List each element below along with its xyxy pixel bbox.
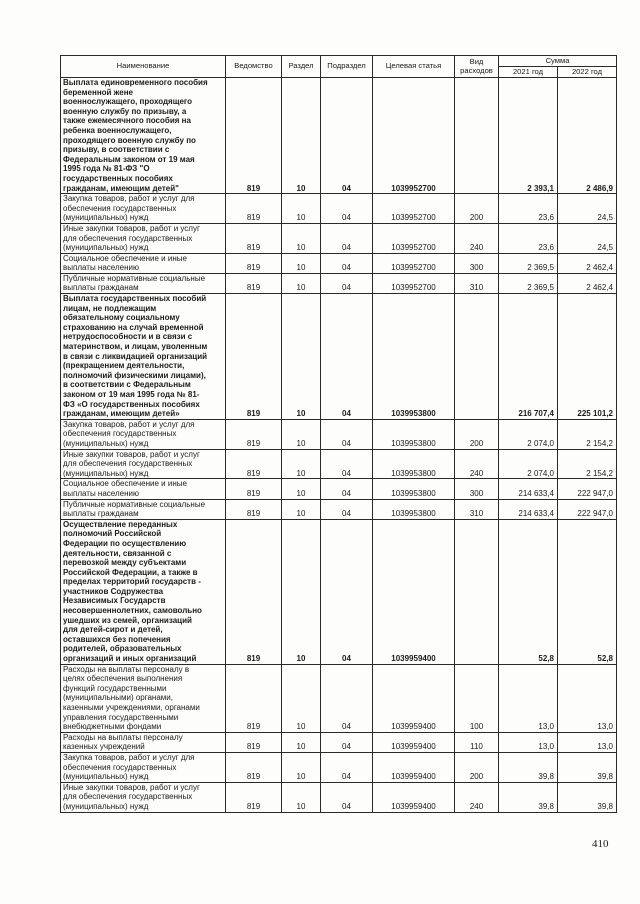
row-expense-type: 240: [455, 223, 499, 253]
row-name-line: (муниципальных) нужд: [63, 438, 149, 448]
row-podrazdel: 04: [321, 449, 373, 479]
row-sum-2021: 13,0: [499, 664, 558, 732]
row-podrazdel: 04: [321, 732, 373, 752]
header-article: Целевая статья: [373, 56, 455, 78]
row-article: 1039952700: [373, 194, 455, 224]
page-number: 410: [592, 838, 609, 850]
row-expense-type: [455, 78, 499, 194]
row-razdel: 10: [282, 194, 321, 224]
row-vedomstvo: 819: [226, 273, 282, 293]
row-sum-2021: 2 369,5: [499, 273, 558, 293]
row-name-line: несовершеннолетних, самовольно: [63, 606, 202, 616]
row-podrazdel: 04: [321, 479, 373, 499]
row-sum-2022: 2 462,4: [558, 273, 617, 293]
row-name-line: (прекращением деятельности,: [63, 361, 185, 371]
row-article: 1039959400: [373, 782, 455, 812]
row-podrazdel: 04: [321, 78, 373, 194]
header-year-2022: 2022 год: [558, 67, 617, 78]
row-name-line: Социальное обеспечение и иные: [63, 479, 187, 489]
table-row: [61, 449, 617, 479]
row-name-line: Независимых Государств: [63, 596, 166, 606]
row-name-line: (муниципальных) нужд: [63, 772, 149, 782]
row-name-line: для обеспечения государственных: [63, 792, 193, 802]
table-body: [61, 78, 617, 813]
row-vedomstvo: 819: [226, 519, 282, 664]
row-name-line: казенных учреждений: [63, 742, 145, 752]
row-sum-2022: 24,5: [558, 194, 617, 224]
row-article: 1039952700: [373, 78, 455, 194]
table-row: [61, 194, 617, 224]
row-article: 1039953800: [373, 499, 455, 519]
table-header: [61, 56, 617, 78]
row-sum-2022: 2 154,2: [558, 449, 617, 479]
row-podrazdel: 04: [321, 253, 373, 273]
row-name-line: функций государственными: [63, 683, 167, 693]
row-razdel: 10: [282, 782, 321, 812]
row-sum-2022: 2 486,9: [558, 78, 617, 194]
table-row: [61, 519, 617, 664]
row-name-line: деятельности, связанной с: [63, 548, 172, 558]
row-name-line: Закупка товаров, работ и услуг для: [63, 419, 195, 429]
row-podrazdel: 04: [321, 782, 373, 812]
row-name-line: обеспечения государственных: [63, 762, 177, 772]
table-row: [61, 499, 617, 519]
row-name-line: (муниципальными) органами,: [63, 693, 173, 703]
row-name-line: Социальное обеспечение и иные: [63, 253, 187, 263]
row-name: [61, 479, 226, 499]
row-sum-2022: 2 154,2: [558, 419, 617, 449]
row-name-line: в связи с ликвидацией организаций: [63, 351, 208, 361]
row-name-line: выплаты гражданам: [63, 509, 139, 519]
row-name-line: (муниципальных) нужд: [63, 468, 149, 478]
row-sum-2021: 216 707,4: [499, 294, 558, 420]
row-podrazdel: 04: [321, 519, 373, 664]
table-row: [61, 273, 617, 293]
table-row: [61, 479, 617, 499]
row-vedomstvo: 819: [226, 294, 282, 420]
row-sum-2021: 13,0: [499, 732, 558, 752]
row-article: 1039953800: [373, 419, 455, 449]
row-expense-type: 300: [455, 253, 499, 273]
row-name-line: Иные закупки товаров, работ и услуг: [63, 449, 200, 459]
row-name-line: материнством, и лицам, уволенным: [63, 342, 208, 352]
row-vedomstvo: 819: [226, 419, 282, 449]
row-razdel: 10: [282, 294, 321, 420]
row-name-line: Выплата государственных пособий: [63, 294, 207, 304]
row-sum-2021: 23,6: [499, 194, 558, 224]
row-name-line: казенными учреждениями, органами: [63, 703, 200, 712]
row-sum-2022: 222 947,0: [558, 499, 617, 519]
row-name-line: лицам, не подлежащим: [63, 303, 157, 313]
row-name-line: (муниципальных) нужд: [63, 243, 149, 253]
row-name-line: Осуществление переданных: [63, 519, 178, 529]
row-name-line: внебюджетными фондами: [63, 722, 162, 732]
row-name-line: Российской Федерации, а также в: [63, 567, 198, 577]
row-name-line: Публичные нормативные социальные: [63, 499, 206, 509]
row-sum-2021: 2 393,1: [499, 78, 558, 194]
row-name-line: управления государственными: [63, 712, 179, 722]
header-sum: Сумма: [499, 56, 617, 67]
row-name-line: 1995 года № 81-ФЗ "О: [63, 164, 150, 174]
row-sum-2022: 2 462,4: [558, 253, 617, 273]
row-article: 1039959400: [373, 732, 455, 752]
row-podrazdel: 04: [321, 419, 373, 449]
row-podrazdel: 04: [321, 223, 373, 253]
row-name-line: нетрудоспособности и в связи с: [63, 332, 193, 342]
row-name-line: законом от 19 мая 1995 года № 81-: [63, 390, 200, 399]
row-vedomstvo: 819: [226, 479, 282, 499]
row-name-line: Расходы на выплаты персоналу: [63, 732, 183, 742]
row-article: 1039952700: [373, 273, 455, 293]
row-vedomstvo: 819: [226, 78, 282, 194]
header-year-2021: 2021 год: [499, 67, 558, 78]
row-name-line: для детей-сирот и детей,: [63, 625, 163, 635]
row-name-line: Иные закупки товаров, работ и услуг: [63, 782, 200, 792]
row-name: [61, 253, 226, 273]
table-row: [61, 782, 617, 812]
row-name-line: Публичные нормативные социальные: [63, 273, 206, 283]
row-name-line: Расходы на выплаты персоналу в: [63, 664, 190, 674]
row-sum-2021: 52,8: [499, 519, 558, 664]
row-name: [61, 194, 226, 224]
row-vedomstvo: 819: [226, 782, 282, 812]
row-razdel: 10: [282, 664, 321, 732]
row-razdel: 10: [282, 752, 321, 782]
table-row: [61, 294, 617, 420]
row-name-line: беременной жене: [63, 87, 133, 97]
table-row: [61, 419, 617, 449]
row-vedomstvo: 819: [226, 732, 282, 752]
row-name-line: гражданам, имеющим детей": [63, 183, 179, 193]
row-sum-2022: 13,0: [558, 732, 617, 752]
row-name: [61, 499, 226, 519]
row-name: [61, 273, 226, 293]
table-row: [61, 253, 617, 273]
row-name-line: также ежемесячного пособия на: [63, 116, 191, 126]
row-sum-2021: 2 369,5: [499, 253, 558, 273]
row-expense-type: 310: [455, 273, 499, 293]
header-podrazdel: Подраздел: [321, 56, 373, 78]
row-name-line: целях обеспечения выполнения: [63, 674, 183, 684]
row-article: 1039953800: [373, 449, 455, 479]
row-sum-2021: 39,8: [499, 752, 558, 782]
row-podrazdel: 04: [321, 273, 373, 293]
row-vedomstvo: 819: [226, 499, 282, 519]
row-name-line: обеспечения государственных: [63, 429, 177, 439]
row-name-line: государственных пособиях: [63, 173, 173, 183]
row-name: [61, 78, 226, 194]
row-podrazdel: 04: [321, 194, 373, 224]
row-razdel: 10: [282, 449, 321, 479]
row-sum-2021: 23,6: [499, 223, 558, 253]
row-name-line: выплаты гражданам: [63, 283, 139, 293]
row-name-line: обязательному социальному: [63, 313, 180, 323]
table-row: [61, 664, 617, 732]
header-vedomstvo: Ведомство: [226, 56, 282, 78]
row-name: [61, 664, 226, 732]
table-row: [61, 752, 617, 782]
row-sum-2022: 39,8: [558, 782, 617, 812]
row-sum-2021: 2 074,0: [499, 419, 558, 449]
row-name-line: Выплата единовременного пособия: [63, 78, 208, 87]
table-row: [61, 223, 617, 253]
row-sum-2022: 222 947,0: [558, 479, 617, 499]
row-sum-2021: 39,8: [499, 782, 558, 812]
row-name-line: Закупка товаров, работ и услуг для: [63, 194, 195, 204]
row-expense-type: 100: [455, 664, 499, 732]
row-razdel: 10: [282, 519, 321, 664]
table-row: [61, 732, 617, 752]
budget-table-container: [60, 55, 616, 813]
row-name-line: оставшихся без попечения: [63, 634, 171, 644]
row-name-line: участников Содружества: [63, 586, 164, 596]
row-article: 1039953800: [373, 479, 455, 499]
row-sum-2022: 24,5: [558, 223, 617, 253]
row-razdel: 10: [282, 78, 321, 194]
header-name: Наименование: [61, 56, 226, 78]
row-razdel: 10: [282, 499, 321, 519]
row-name-line: полномочий Российской: [63, 529, 162, 539]
row-sum-2021: 2 074,0: [499, 449, 558, 479]
row-article: 1039959400: [373, 752, 455, 782]
row-name: [61, 223, 226, 253]
row-expense-type: 240: [455, 449, 499, 479]
row-name-line: организаций и иных организаций: [63, 654, 197, 664]
row-name-line: выплаты населению: [63, 488, 139, 498]
row-vedomstvo: 819: [226, 449, 282, 479]
row-name-line: пределах территорий государств -: [63, 577, 201, 587]
row-vedomstvo: 819: [226, 194, 282, 224]
row-expense-type: 310: [455, 499, 499, 519]
row-name: [61, 752, 226, 782]
row-vedomstvo: 819: [226, 752, 282, 782]
row-name-line: ребенка военнослужащего,: [63, 125, 172, 135]
row-name: [61, 519, 226, 664]
row-sum-2022: 39,8: [558, 752, 617, 782]
row-name-line: военную службу по призыву, а: [63, 106, 187, 116]
row-expense-type: 200: [455, 752, 499, 782]
row-name-line: родителей, образовательных: [63, 644, 182, 654]
row-name-line: Федеральным законом от 19 мая: [63, 154, 195, 164]
row-name-line: выплаты населению: [63, 263, 139, 273]
row-article: 1039959400: [373, 664, 455, 732]
row-sum-2022: 13,0: [558, 664, 617, 732]
row-vedomstvo: 819: [226, 664, 282, 732]
budget-table: [60, 55, 617, 813]
row-name: [61, 449, 226, 479]
row-sum-2022: 52,8: [558, 519, 617, 664]
row-name-line: Иные закупки товаров, работ и услуг: [63, 223, 200, 233]
row-name-line: для обеспечения государственных: [63, 459, 193, 469]
row-name: [61, 732, 226, 752]
row-expense-type: [455, 519, 499, 664]
row-name-line: ФЗ «О государственных пособиях: [63, 399, 200, 409]
row-sum-2021: 214 633,4: [499, 499, 558, 519]
row-article: 1039952700: [373, 223, 455, 253]
row-expense-type: 300: [455, 479, 499, 499]
row-name-line: обеспечения государственных: [63, 203, 177, 213]
row-article: 1039952700: [373, 253, 455, 273]
row-name-line: проходящего военную службу по: [63, 135, 196, 145]
row-podrazdel: 04: [321, 664, 373, 732]
row-expense-type: 240: [455, 782, 499, 812]
row-name-line: военнослужащего, проходящего: [63, 97, 193, 107]
row-razdel: 10: [282, 479, 321, 499]
row-name-line: в соответствии с Федеральным: [63, 380, 191, 390]
row-name-line: Закупка товаров, работ и услуг для: [63, 752, 195, 762]
row-name-line: (муниципальных) нужд: [63, 213, 149, 223]
row-name-line: Федерации по осуществлению: [63, 538, 187, 548]
header-razdel: Раздел: [282, 56, 321, 78]
row-podrazdel: 04: [321, 499, 373, 519]
row-razdel: 10: [282, 223, 321, 253]
row-vedomstvo: 819: [226, 253, 282, 273]
row-name-line: страхованию на случай временной: [63, 322, 204, 332]
row-name-line: для обеспечения государственных: [63, 233, 193, 243]
row-name: [61, 294, 226, 420]
row-name: [61, 782, 226, 812]
row-podrazdel: 04: [321, 752, 373, 782]
row-expense-type: 200: [455, 419, 499, 449]
table-row: [61, 78, 617, 194]
row-sum-2021: 214 633,4: [499, 479, 558, 499]
row-sum-2022: 225 101,2: [558, 294, 617, 420]
row-razdel: 10: [282, 253, 321, 273]
row-name: [61, 419, 226, 449]
row-razdel: 10: [282, 273, 321, 293]
row-name-line: (муниципальных) нужд: [63, 801, 149, 811]
row-vedomstvo: 819: [226, 223, 282, 253]
row-podrazdel: 04: [321, 294, 373, 420]
row-name-line: перевозкой между субъектами: [63, 558, 187, 568]
row-article: 1039953800: [373, 294, 455, 420]
row-expense-type: 110: [455, 732, 499, 752]
row-razdel: 10: [282, 732, 321, 752]
row-razdel: 10: [282, 419, 321, 449]
row-expense-type: 200: [455, 194, 499, 224]
row-name-line: гражданам, имеющим детей»: [63, 409, 180, 419]
row-name-line: полномочий физическими лицами),: [63, 370, 206, 380]
row-article: 1039959400: [373, 519, 455, 664]
row-expense-type: [455, 294, 499, 420]
row-name-line: призыву, в соответствии с: [63, 145, 170, 155]
header-expense-type: Вид расходов: [455, 56, 499, 78]
row-name-line: ушедших из семей, организаций: [63, 615, 192, 625]
